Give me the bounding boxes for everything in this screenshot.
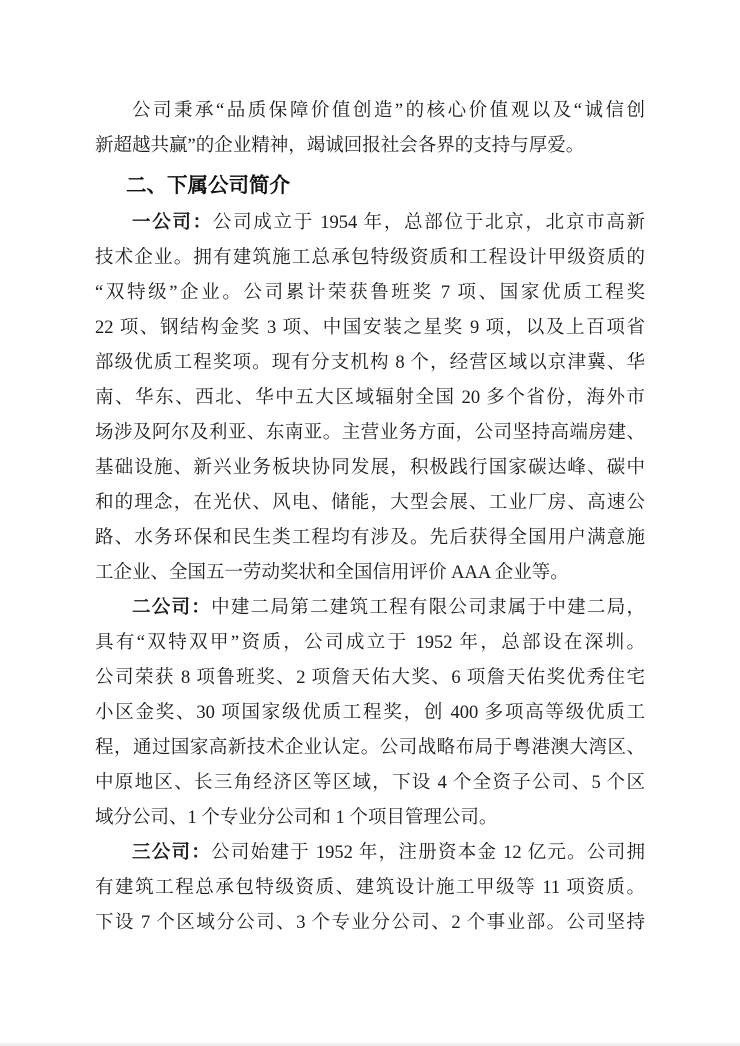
text-line: 南、华东、西北、华中五大区域辐射全国 20 多个省份，海外市 — [95, 388, 645, 408]
company-label: 二公司： — [132, 598, 212, 618]
text-line: 技术企业。拥有建筑施工总承包特级资质和工程设计甲级资质的 — [95, 248, 645, 268]
text-line: 一公司：公司成立于 1954 年，总部位于北京，北京市高新 — [132, 213, 645, 233]
text-line: 基础设施、新兴业务板块协同发展，积极践行国家碳达峰、碳中 — [95, 458, 645, 478]
text-line: 和的理念，在光伏、风电、储能，大型会展、工业厂房、高速公 — [95, 493, 645, 513]
text-line: 公司秉承“品质保障价值创造”的核心价值观以及“诚信创 — [132, 101, 645, 121]
text-line: “双特级”企业。公司累计荣获鲁班奖 7 项、国家优质工程奖 — [95, 283, 645, 303]
document-body — [95, 94, 645, 941]
text-line: 小区金奖、30 项国家级优质工程奖，创 400 多项高等级优质工 — [95, 703, 645, 723]
section-heading: 二、下属公司简介 — [126, 174, 290, 197]
text-line: 场涉及阿尔及利亚、东南亚。主营业务方面，公司坚持高端房建、 — [95, 423, 645, 443]
text-line: 部级优质工程奖项。现有分支机构 8 个，经营区域以京津冀、华 — [95, 353, 645, 373]
text-line: 下设 7 个区域分公司、3 个专业分公司、2 个事业部。公司坚持 — [95, 913, 645, 933]
text-line: 二公司：中建二局第二建筑工程有限公司隶属于中建二局， — [132, 598, 645, 618]
text-line: 新超越共赢”的企业精神，竭诚回报社会各界的支持与厚爱。 — [95, 136, 585, 156]
text-line: 工企业、全国五一劳动奖状和全国信用评价 AAA 企业等。 — [95, 563, 569, 583]
text-line: 22 项、钢结构金奖 3 项、中国安装之星奖 9 项，以及上百项省 — [95, 318, 645, 338]
text-line: 公司荣获 8 项鲁班奖、2 项詹天佑大奖、6 项詹天佑奖优秀住宅 — [95, 668, 645, 688]
text-line: 中原地区、长三角经济区等区域，下设 4 个全资子公司、5 个区 — [95, 773, 645, 793]
text-line: 有建筑工程总承包特级资质、建筑设计施工甲级等 11 项资质。 — [95, 878, 645, 898]
text-line: 程，通过国家高新技术企业认定。公司战略布局于粤港澳大湾区、 — [95, 738, 645, 758]
company-label: 三公司： — [132, 843, 212, 863]
company-label: 一公司： — [132, 213, 213, 233]
text-line: 具有“双特双甲”资质，公司成立于 1952 年，总部设在深圳。 — [95, 633, 645, 653]
text-line: 路、水务环保和民生类工程均有涉及。先后获得全国用户满意施 — [95, 528, 645, 548]
text-line: 三公司：公司始建于 1952 年，注册资本金 12 亿元。公司拥 — [132, 843, 645, 863]
text-line: 域分公司、1 个专业分公司和 1 个项目管理公司。 — [95, 808, 498, 828]
